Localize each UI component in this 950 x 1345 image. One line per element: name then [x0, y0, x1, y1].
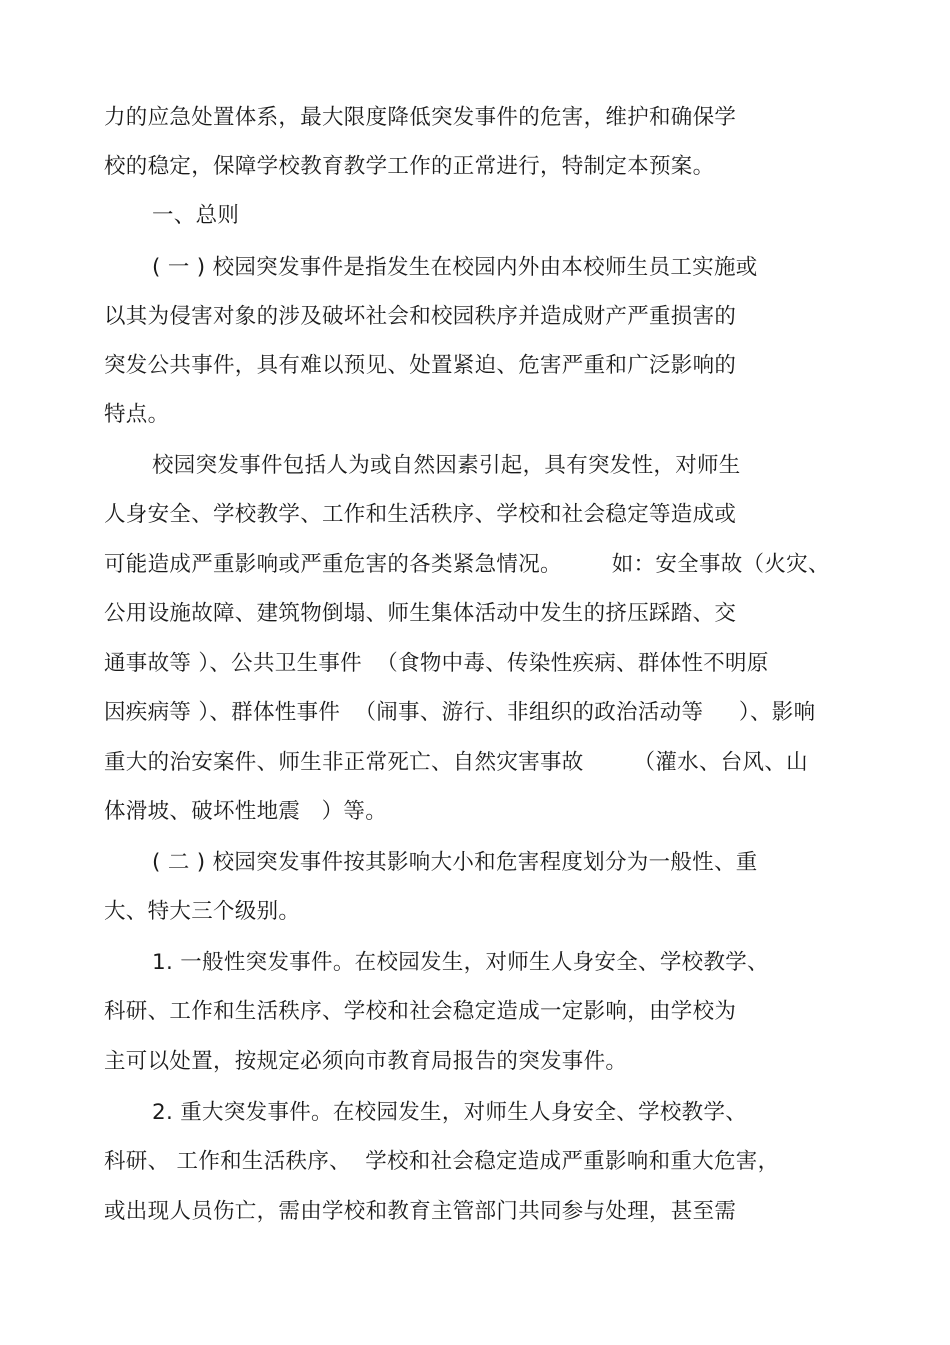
- text-line: 可能造成严重影响或严重危害的各类紧急情况。 如：安全事故（火灾、: [104, 552, 830, 577]
- text-line: 公用设施故障、建筑物倒塌、师生集体活动中发生的挤压踩踏、交: [104, 601, 737, 626]
- text-line: 主可以处置，按规定必须向市教育局报告的突发事件。: [104, 1049, 628, 1074]
- text-line: ( 一 ) 校园突发事件是指发生在校园内外由本校师生员工实施或: [152, 255, 758, 280]
- text-line: 因疾病等 ）、群体性事件 （闹事、游行、非组织的政治活动等 ）、影响: [104, 700, 816, 725]
- text-line: 或出现人员伤亡，需由学校和教育主管部门共同参与处理，甚至需: [104, 1199, 737, 1224]
- text-line: 科研、工作和生活秩序、学校和社会稳定造成一定影响，由学校为: [104, 999, 737, 1024]
- text-line: 通事故等 ）、公共卫生事件 （食物中毒、传染性疾病、群体性不明原: [104, 651, 769, 676]
- text-line: 以其为侵害对象的涉及破坏社会和校园秩序并造成财产严重损害的: [104, 304, 737, 329]
- text-line: 2. 重大突发事件。在校园发生，对师生人身安全、学校教学、: [152, 1100, 748, 1125]
- text-line: 大、特大三个级别。: [104, 899, 301, 924]
- text-line: 科研、 工作和生活秩序、 学校和社会稳定造成严重影响和重大危害，: [104, 1149, 780, 1174]
- text-line: 特点。: [104, 402, 170, 427]
- text-line: 体滑坡、破坏性地震 ）等。: [104, 799, 388, 824]
- text-line: 力的应急处置体系，最大限度降低突发事件的危害，维护和确保学: [104, 105, 737, 130]
- section-heading: 一、总则: [152, 203, 240, 228]
- text-line: ( 二 ) 校园突发事件按其影响大小和危害程度划分为一般性、重: [152, 850, 758, 875]
- text-line: 人身安全、学校教学、工作和生活秩序、学校和社会稳定等造成或: [104, 502, 737, 527]
- text-line: 校的稳定，保障学校教育教学工作的正常进行，特制定本预案。: [104, 154, 715, 179]
- text-line: 重大的治安案件、师生非正常死亡、自然灾害事故 （灌水、台风、山: [104, 750, 808, 775]
- text-line: 校园突发事件包括人为或自然因素引起，具有突发性，对师生: [152, 453, 741, 478]
- text-line: 1. 一般性突发事件。在校园发生，对师生人身安全、学校教学、: [152, 950, 769, 975]
- text-line: 突发公共事件，具有难以预见、处置紧迫、危害严重和广泛影响的: [104, 353, 737, 378]
